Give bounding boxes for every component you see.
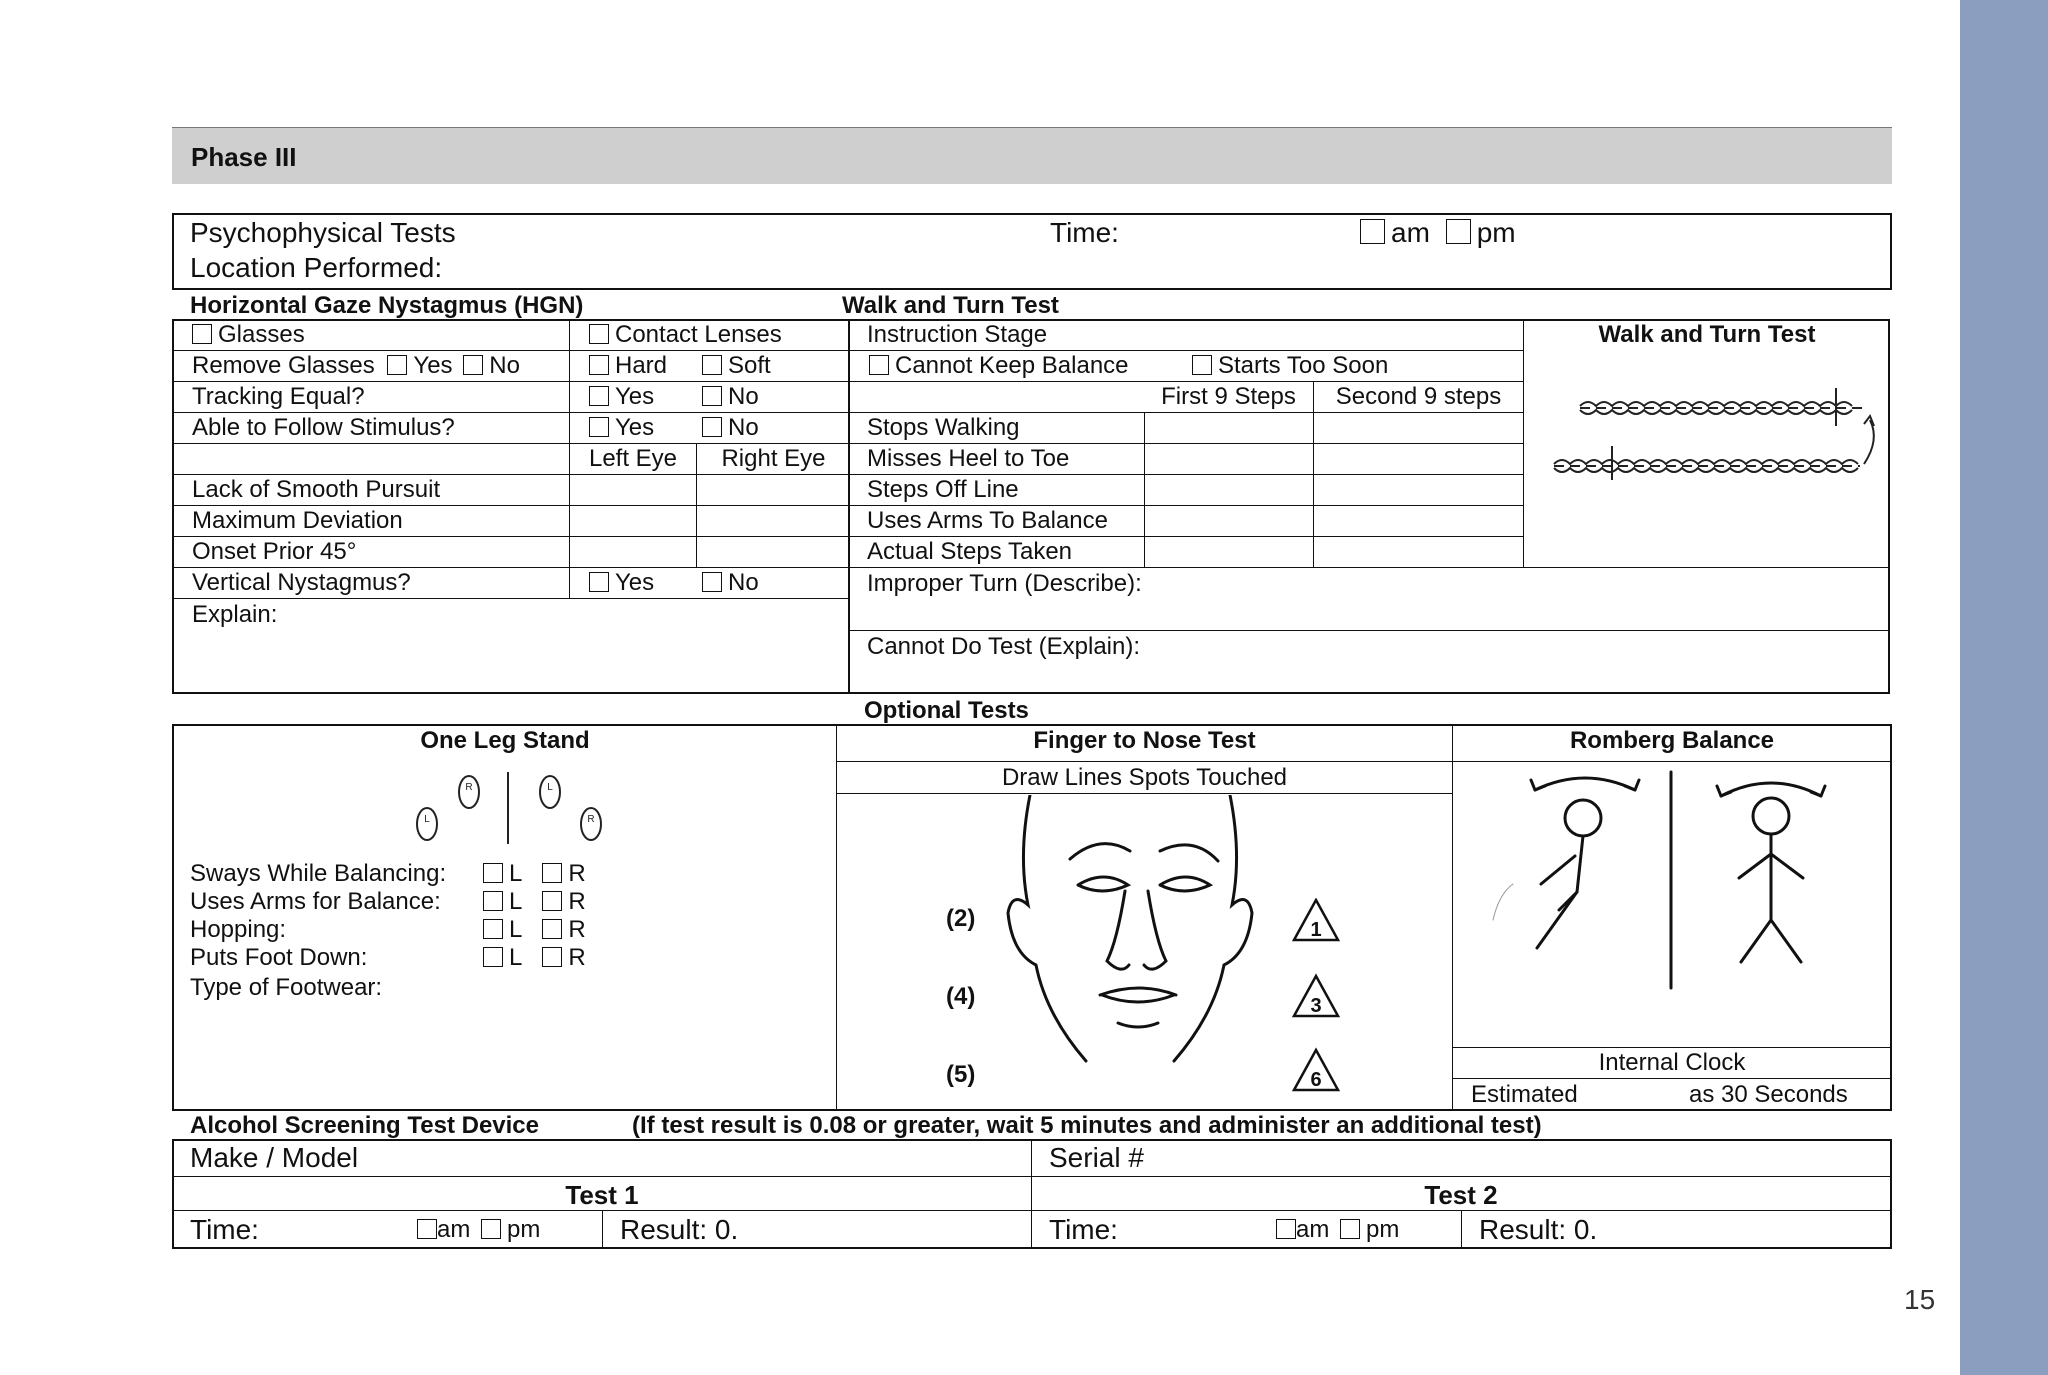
walk-row-actual-steps: Actual Steps Taken [867, 538, 1073, 565]
foot-letter-1: R [465, 782, 473, 793]
instruction-stage-label: Instruction Stage [867, 321, 1048, 348]
internal-clock-label: Internal Clock [1598, 1049, 1746, 1076]
cannot-keep-balance-checkbox[interactable] [869, 355, 889, 375]
hgn-row-onset-45: Onset Prior 45° [192, 538, 357, 565]
left-eye-header: Left Eye [588, 445, 678, 472]
walk-turn-diagram [1530, 370, 1890, 480]
tracking-no-checkbox[interactable] [702, 386, 722, 406]
sways-lr-options: L R [483, 862, 586, 886]
estimated-label: Estimated [1471, 1081, 1578, 1108]
follow-yes-checkbox[interactable] [589, 417, 609, 437]
vertical-no-checkbox[interactable] [702, 572, 722, 592]
follow-no-checkbox[interactable] [702, 417, 722, 437]
vertical-yes-checkbox[interactable] [589, 572, 609, 592]
phase-header [172, 127, 1892, 184]
test-2-header: Test 2 [1424, 1180, 1498, 1210]
touch-mark-4: (4) [946, 983, 976, 1010]
arms-right-checkbox[interactable] [542, 891, 562, 911]
alcohol-title: Alcohol Screening Test Device [190, 1112, 539, 1139]
soft-option: Soft [702, 354, 771, 378]
glasses-checkbox[interactable] [192, 324, 212, 344]
page-sidebar [1960, 0, 2048, 1375]
walk-turn-title: Walk and Turn Test [842, 292, 1059, 319]
tracking-no-option: No [702, 385, 759, 409]
triangle-marks [1292, 898, 1342, 1098]
foot-down-right-checkbox[interactable] [542, 947, 562, 967]
cannot-do-test-label: Cannot Do Test (Explain): [867, 633, 1141, 660]
test2-result-label: Result: 0. [1479, 1214, 1598, 1245]
optional-tests-title: Optional Tests [864, 697, 1029, 724]
one-leg-row-arms: Uses Arms for Balance: [190, 888, 441, 915]
hgn-row-max-deviation: Maximum Deviation [192, 507, 403, 534]
foot-letter-3: R [587, 814, 595, 825]
vertical-nystagmus-label: Vertical Nystagmus? [192, 569, 411, 596]
sways-right-checkbox[interactable] [542, 863, 562, 883]
sways-left-checkbox[interactable] [483, 863, 503, 883]
starts-too-soon-checkbox[interactable] [1192, 355, 1212, 375]
serial-label: Serial # [1049, 1142, 1144, 1173]
hard-option: Hard [589, 354, 667, 378]
walk-row-misses-heel: Misses Heel to Toe [867, 445, 1070, 472]
test1-am-checkbox[interactable] [417, 1219, 437, 1239]
one-leg-row-sways: Sways While Balancing: [190, 860, 447, 887]
touch-mark-5: (5) [946, 1061, 976, 1088]
test1-time-label: Time: [190, 1214, 259, 1245]
pm-checkbox[interactable] [1446, 219, 1471, 244]
test2-pm-checkbox[interactable] [1340, 1219, 1360, 1239]
hopping-lr-options: L R [483, 918, 586, 942]
arms-left-checkbox[interactable] [483, 891, 503, 911]
follow-yes-option: Yes [589, 416, 654, 440]
romberg-diagram [1475, 770, 1875, 1010]
able-follow-label: Able to Follow Stimulus? [192, 414, 455, 441]
touch-mark-3: 3 [1310, 995, 1322, 1017]
tracking-yes-checkbox[interactable] [589, 386, 609, 406]
walk-row-steps-off-line: Steps Off Line [867, 476, 1019, 503]
feet-diagram [405, 768, 615, 860]
hopping-left-checkbox[interactable] [483, 919, 503, 939]
finger-nose-title: Finger to Nose Test [1033, 727, 1256, 754]
as-30-seconds-label: as 30 Seconds [1689, 1081, 1848, 1108]
test-1-header: Test 1 [565, 1180, 639, 1210]
phase-title: Phase III [191, 142, 297, 172]
improper-turn-label: Improper Turn (Describe): [867, 570, 1142, 597]
contact-lenses-option: Contact Lenses [589, 323, 782, 347]
contact-lenses-checkbox[interactable] [589, 324, 609, 344]
foot-down-lr-options: L R [483, 946, 586, 970]
alcohol-note: (If test result is 0.08 or greater, wait 5 minutes and administer an additional test) [632, 1112, 1542, 1139]
hard-checkbox[interactable] [589, 355, 609, 375]
one-leg-row-hopping: Hopping: [190, 916, 287, 943]
walk-row-uses-arms: Uses Arms To Balance [867, 507, 1108, 534]
am-pm-checkboxes: am pm [1360, 219, 1516, 247]
page-number: 15 [1904, 1284, 1936, 1315]
remove-glasses-no-checkbox[interactable] [463, 355, 483, 375]
vertical-yes-option: Yes [589, 571, 654, 595]
first-nine-steps-header: First 9 Steps [1161, 383, 1296, 410]
tests-label: Psychophysical Tests [190, 217, 456, 248]
make-model-label: Make / Model [190, 1142, 359, 1173]
hgn-row-smooth-pursuit: Lack of Smooth Pursuit [192, 476, 441, 503]
one-leg-stand-title: One Leg Stand [420, 727, 590, 754]
second-nine-steps-header: Second 9 steps [1335, 383, 1502, 410]
romberg-title: Romberg Balance [1569, 727, 1775, 754]
arms-lr-options: L R [483, 890, 586, 914]
test1-pm-checkbox[interactable] [481, 1219, 501, 1239]
cannot-keep-balance-option: Cannot Keep Balance [869, 354, 1129, 378]
remove-glasses-yes-checkbox[interactable] [387, 355, 407, 375]
time-label: Time: [1050, 217, 1119, 248]
test1-am-pm: am pm [417, 1218, 540, 1242]
touch-mark-1: 1 [1310, 919, 1322, 941]
test2-am-checkbox[interactable] [1276, 1219, 1296, 1239]
test1-result-label: Result: 0. [620, 1214, 739, 1245]
finger-nose-subtitle: Draw Lines Spots Touched [1001, 764, 1288, 791]
hgn-explain-label: Explain: [192, 601, 278, 628]
foot-letter-0: L [424, 814, 430, 825]
am-checkbox[interactable] [1360, 219, 1385, 244]
hopping-right-checkbox[interactable] [542, 919, 562, 939]
walk-turn-image-title: Walk and Turn Test [1598, 321, 1816, 348]
footwear-label: Type of Footwear: [190, 974, 383, 1001]
tracking-yes-option: Yes [589, 385, 654, 409]
vertical-no-option: No [702, 571, 759, 595]
starts-too-soon-option: Starts Too Soon [1192, 354, 1388, 378]
follow-no-option: No [702, 416, 759, 440]
touch-mark-2: (2) [946, 905, 976, 932]
location-label: Location Performed: [190, 252, 443, 283]
soft-checkbox[interactable] [702, 355, 722, 375]
touch-mark-6: 6 [1310, 1069, 1322, 1091]
walk-row-stops-walking: Stops Walking [867, 414, 1020, 441]
one-leg-row-foot-down: Puts Foot Down: [190, 944, 368, 971]
tracking-equal-label: Tracking Equal? [192, 383, 365, 410]
test2-am-pm: am pm [1276, 1218, 1399, 1242]
remove-glasses-row: Remove Glasses Yes No [192, 352, 520, 379]
hgn-title: Horizontal Gaze Nystagmus (HGN) [190, 292, 584, 319]
foot-letter-2: L [547, 782, 553, 793]
glasses-option: Glasses [192, 323, 305, 347]
face-diagram [940, 795, 1340, 1095]
right-eye-header: Right Eye [721, 445, 826, 472]
test2-time-label: Time: [1049, 1214, 1118, 1245]
foot-down-left-checkbox[interactable] [483, 947, 503, 967]
